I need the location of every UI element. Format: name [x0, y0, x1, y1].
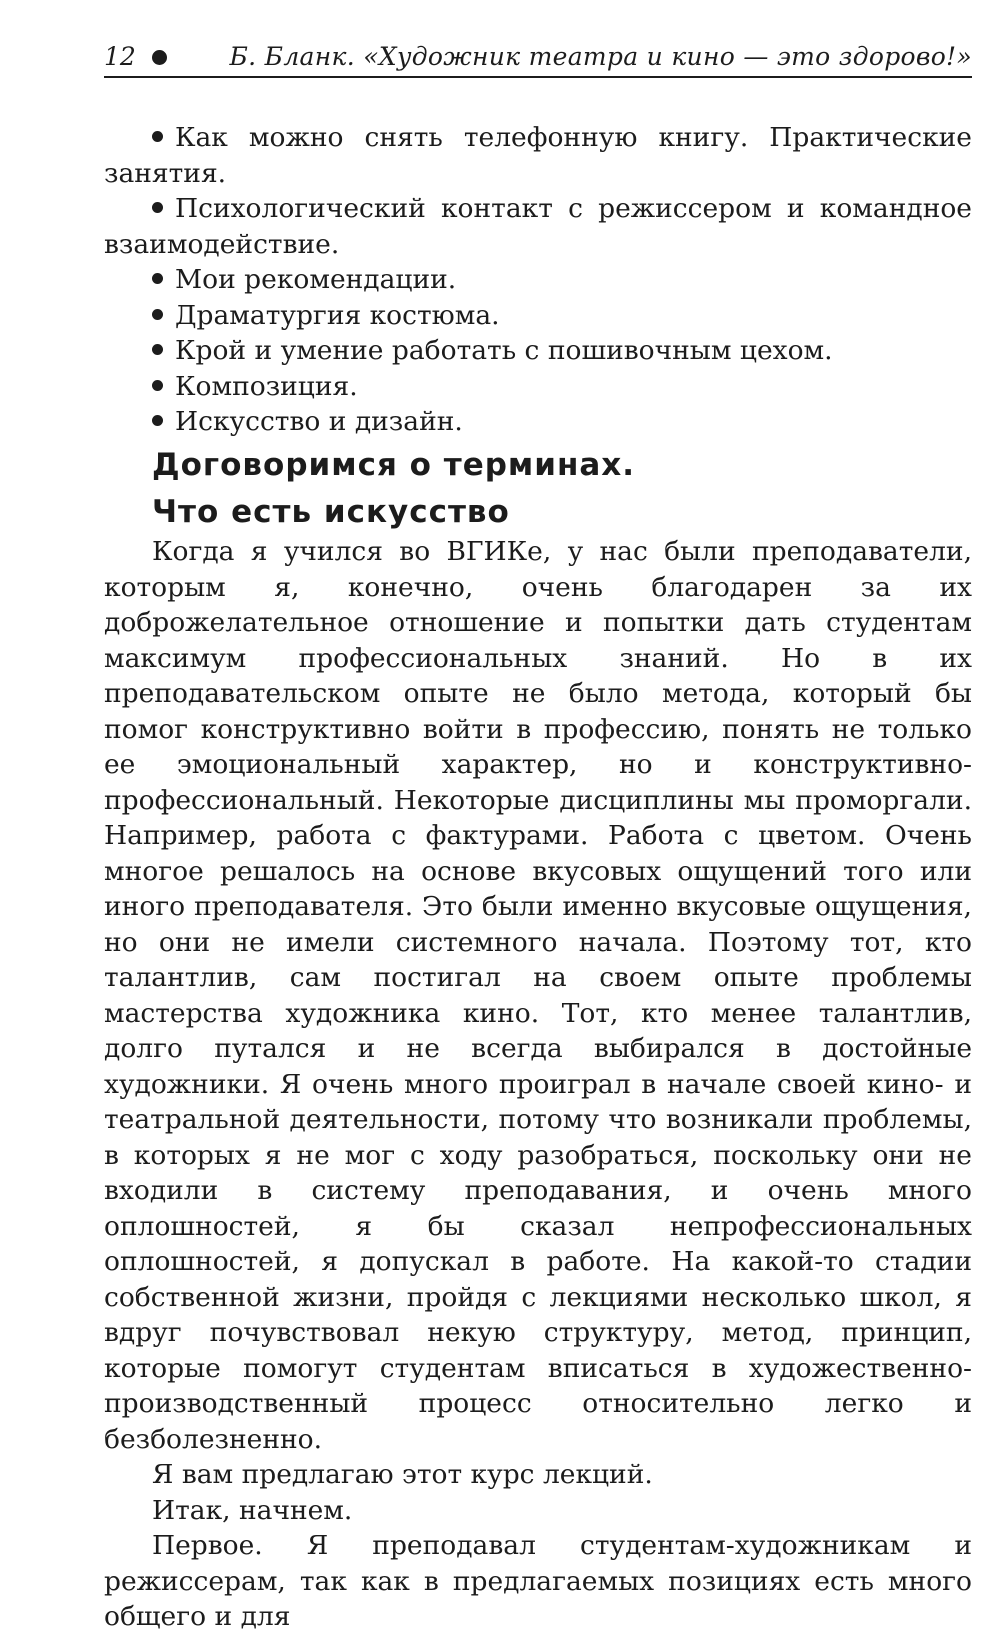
body-text: [104, 534, 972, 1635]
bullet-icon: [152, 309, 163, 320]
section-heading-line: Договоримся о терминах.: [152, 447, 636, 483]
list-item: [104, 298, 972, 334]
list-item: [104, 191, 972, 262]
list-item: [104, 369, 972, 405]
paragraph: Итак, начнем.: [152, 1494, 353, 1526]
paragraph: Когда я учился во ВГИКе, у нас были преподаватели, которым я, конечно, очень благодарен за их доброжелательное отношение и попытки дать студентам максимум профессиональных знаний. Но в их преподавательском опыте не было метода, который бы помог конструктивно войти в профессию, понять не только ее эмоциональный характер, но и конструктивно-профессиональный. Некоторые дисциплины мы проморгали. Например, работа с фактурами. Работа с цветом. Очень многое решалось на основе вкусовых ощущений того или иного преподавателя. Это были именно вкусовые ощущения, но они не имели системного начала. Поэтому тот, кто талантлив, сам постигал на своем опыте проблемы мастерства художника кино. Тот, кто менее талантлив, долго путался и не всегда выбирался в достойные художники. Я очень много проиграл в начале своей кино- и театральной деятельности, потому что возникали проблемы, в которых я не мог с ходу разобраться, поскольку они не входили в систему преподавания, и очень много оплошностей, я бы сказал непрофессиональных оплошностей, я допускал в работе. На какой-то стадии собственной жизни, пройдя с лекциями несколько школ, я вдруг почувствовал некую структуру, метод, принцип, которые помогут студентам вписаться в художественно-производственный процесс относительно легко и безболезненно.: [104, 536, 972, 1455]
list-item-text: Психологический контакт с режиссером и командное взаимодействие.: [104, 193, 972, 260]
bullet-icon: [152, 273, 163, 284]
running-title: Б. Бланк. «Художник театра и кино — это здорово!»: [229, 42, 972, 71]
list-item: [104, 404, 972, 440]
list-item: [104, 120, 972, 191]
list-item: [104, 262, 972, 298]
bullet-icon: [152, 202, 163, 213]
section-heading-line: Что есть искусство: [152, 494, 510, 530]
list-item-text: Драматургия костюма.: [175, 299, 500, 331]
list-item-text: Как можно снять телефонную книгу. Практические занятия.: [104, 122, 972, 189]
page-header: [104, 38, 972, 78]
list-item-text: Композиция.: [175, 370, 358, 402]
list-item: [104, 333, 972, 369]
book-page: [104, 0, 972, 1632]
bullet-icon: [152, 380, 163, 391]
header-dot-ornament: [152, 50, 167, 65]
list-item-text: Крой и умение работать с пошивочным цехом.: [175, 335, 833, 366]
paragraph: Первое. Я преподавал студентам-художникам и режиссерам, так как в предлагаемых позициях есть много общего и для: [104, 1530, 972, 1632]
bullet-icon: [152, 415, 163, 426]
topic-list: [104, 120, 972, 440]
section-heading: [152, 442, 972, 536]
list-item-text: Искусство и дизайн.: [175, 406, 463, 437]
bullet-icon: [152, 344, 163, 355]
list-item-text: Мои рекомендации.: [175, 264, 457, 295]
paragraph: Я вам предлагаю этот курс лекций.: [152, 1459, 653, 1490]
bullet-icon: [152, 131, 163, 142]
page-number: 12: [104, 42, 136, 71]
